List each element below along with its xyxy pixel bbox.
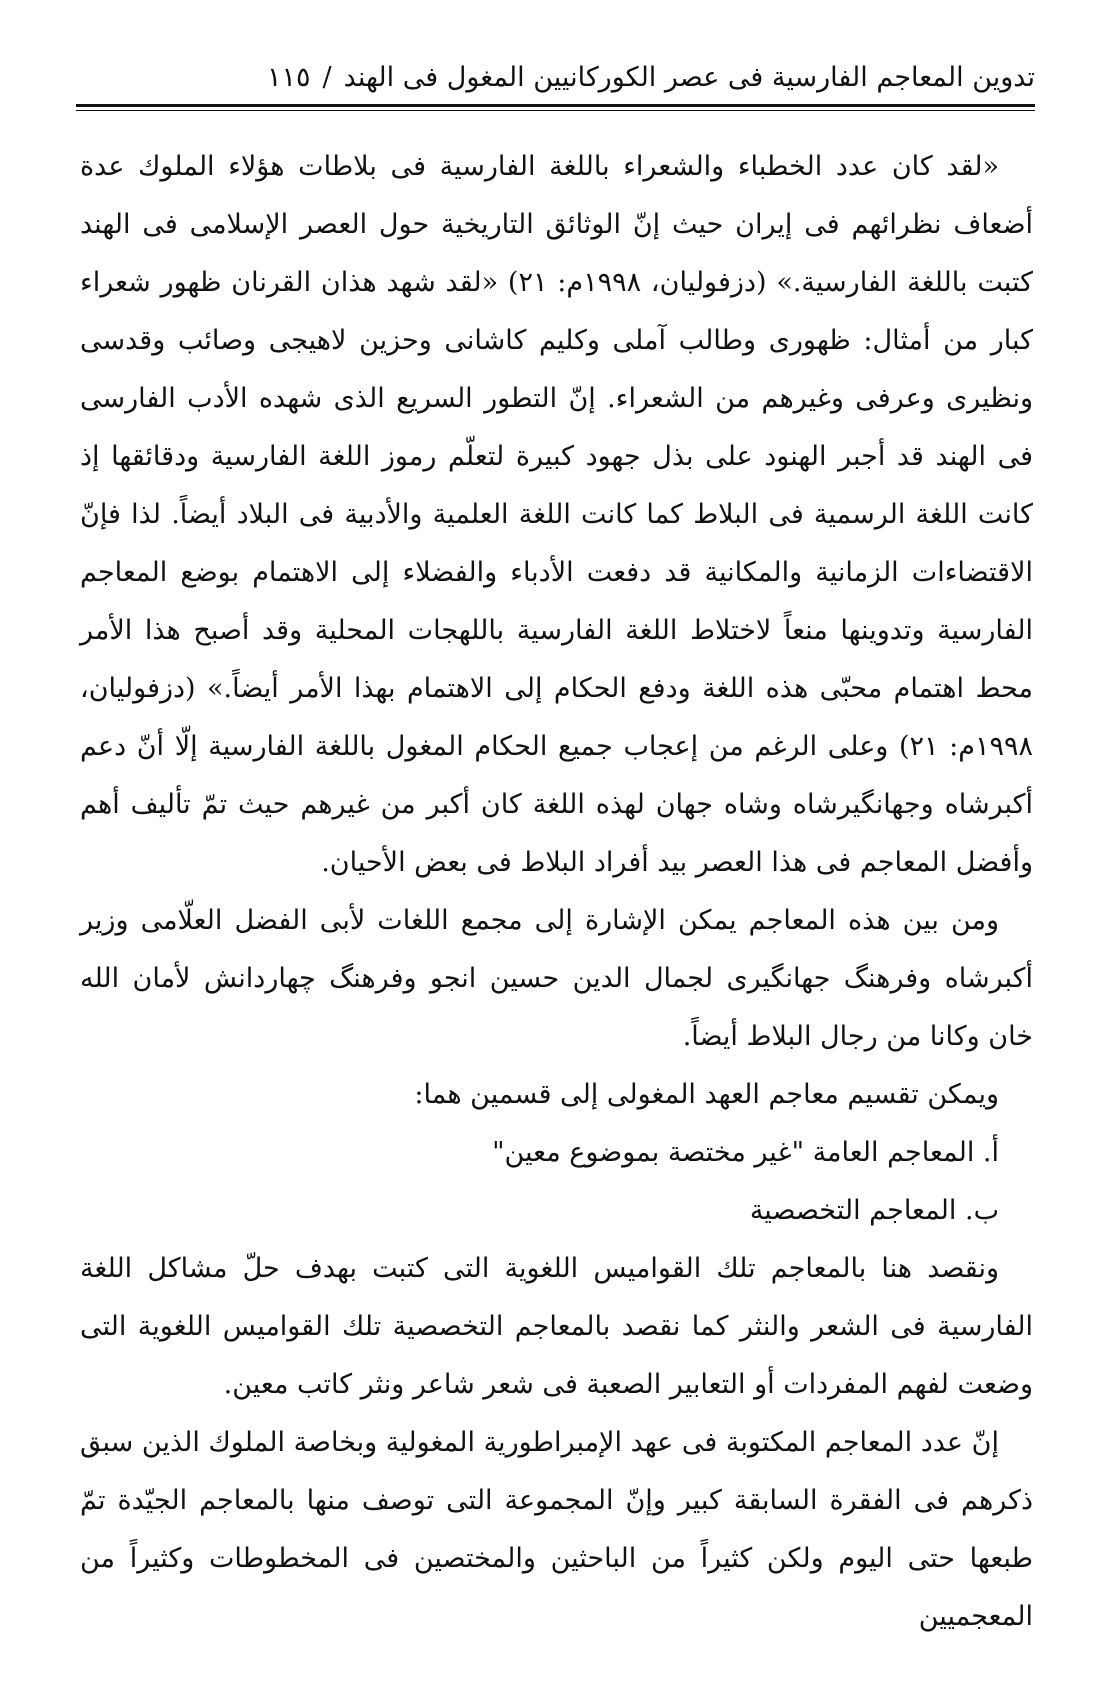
paragraph-division: ويمكن تقسيم معاجم العهد المغولى إلى قسمين هما: xyxy=(414,1079,999,1110)
paragraph-count: إنّ عدد المعاجم المكتوبة فى عهد الإمبراطورية المغولية وبخاصة الملوك الذين سبق ذكرهم فى الفقرة السابقة كبير وإنّ المجموعة التى توصف منها بالمعاجم الجيّدة تمّ طبعها حتى اليوم ولكن كثيراً من الباحثين والمختصين فى المخطوطات وكثيراً من المعجميين xyxy=(80,1427,1033,1632)
header-title: تدوين المعاجم الفارسية فى عصر الكوركانيين المغول فى الهند xyxy=(343,61,1035,93)
running-header xyxy=(78,52,1035,102)
list-item-general: أ. المعاجم العامة "غير مختصة بموضوع معين" xyxy=(492,1137,999,1168)
list-item-specialized: ب. المعاجم التخصصية xyxy=(749,1195,999,1226)
header-rule-thin xyxy=(76,110,1035,111)
header-separator: / xyxy=(322,61,332,93)
page-number: ١١٥ xyxy=(267,61,311,93)
body-text xyxy=(80,138,1033,1646)
header-rule-thick xyxy=(76,104,1035,107)
paragraph-quote: «لقد كان عدد الخطباء والشعراء باللغة الفارسية فى بلاطات هؤلاء الملوك عدة أضعاف نظرائهم فى إيران حيث إنّ الوثائق التاريخية حول العصر الإسلامى فى الهند كتبت باللغة الفارسية.» (دزفوليان، ١٩٩٨م: ٢١) «لقد شهد هذان القرنان ظهور شعراء كبار من أمثال: ظهورى وطالب آملى وكليم كاشانى وحزين لاهيجى وصائب وقدسى ونظيرى وعرفى وغيرهم من الشعراء. إنّ التطور السريع الذى شهده الأدب الفارسى فى الهند قد أجبر الهنود على بذل جهود كبيرة لتعلّم رموز اللغة الفارسية ودقائقها إذ كانت اللغة الرسمية فى البلاط كما كانت اللغة العلمية والأدبية فى البلاد أيضاً. لذا فإنّ الاقتضاءات الزمانية والمكانية قد دفعت الأدباء والفضلاء إلى الاهتمام بوضع المعاجم الفارسية وتدوينها منعاً لاختلاط اللغة الفارسية باللهجات المحلية وقد أصبح هذا الأمر محط اهتمام محبّى هذه اللغة ودفع الحكام إلى الاهتمام بهذا الأمر أيضاً.» (دزفوليان، ١٩٩٨م: ٢١) وعلى الرغم من إعجاب جميع الحكام المغول باللغة الفارسية إلّا أنّ دعم أكبرشاه وجهانگيرشاه وشاه جهان لهذه اللغة كان أكبر من غيرهم حيث تمّ تأليف أهم وأفضل المعاجم فى هذا العصر بيد أفراد البلاط فى بعض الأحيان. xyxy=(80,151,1033,878)
paragraph-dictionaries: ومن بين هذه المعاجم يمكن الإشارة إلى مجمع اللغات لأبى الفضل العلّامى وزير أكبرشاه وفرهنگ جهانگيرى لجمال الدين حسين انجو وفرهنگ چهاردانش لأمان الله خان وكانا من رجال البلاط أيضاً. xyxy=(80,905,1033,1052)
paragraph-definition: ونقصد هنا بالمعاجم تلك القواميس اللغوية التى كتبت بهدف حلّ مشاكل اللغة الفارسية فى الشعر والنثر كما نقصد بالمعاجم التخصصية تلك القواميس اللغوية التى وضعت لفهم المفردات أو التعابير الصعبة فى شعر شاعر ونثر كاتب معين. xyxy=(80,1253,1033,1400)
